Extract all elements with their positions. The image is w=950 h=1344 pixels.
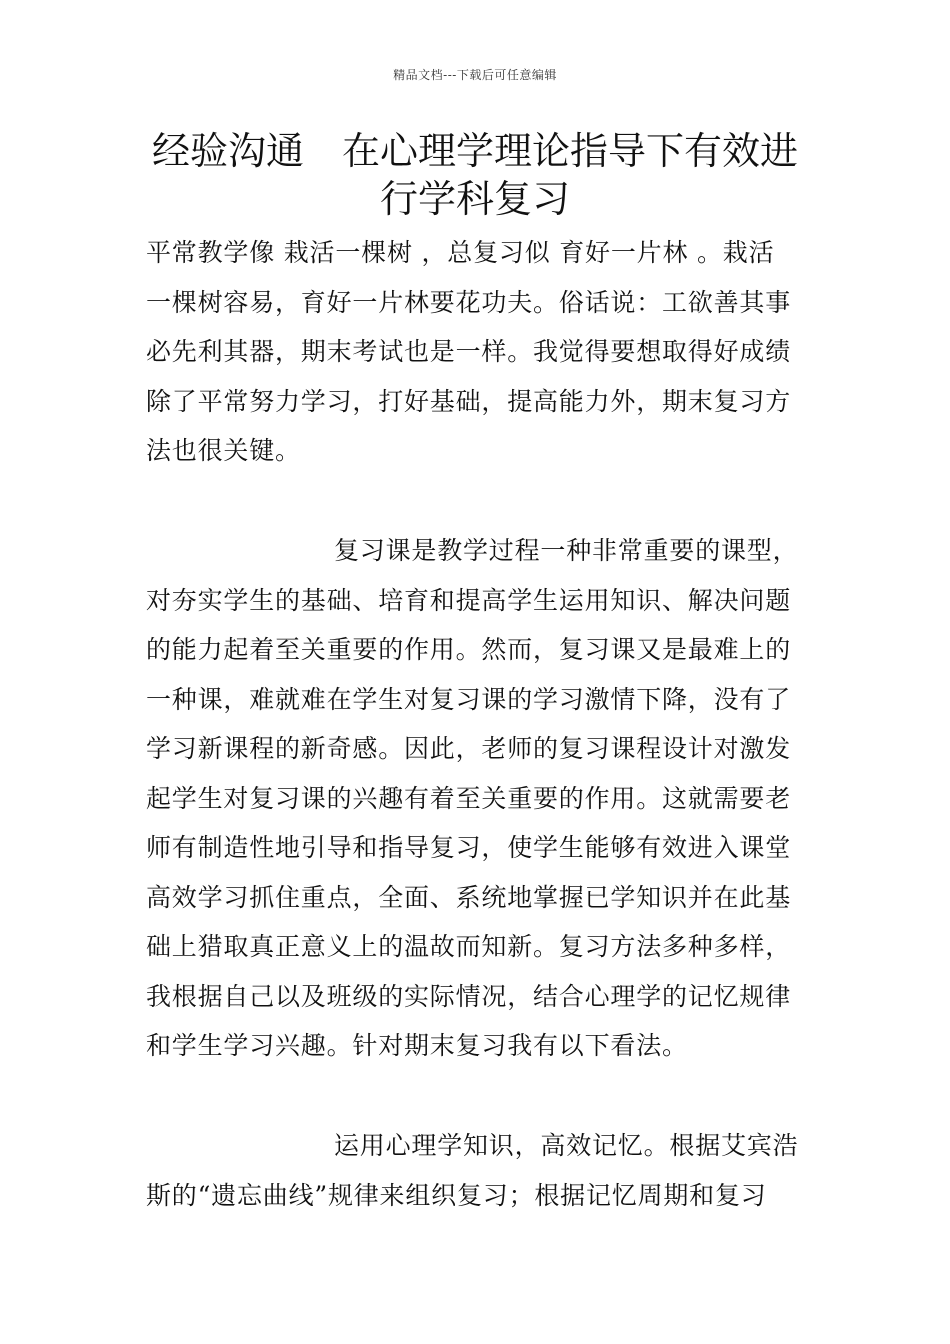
paragraph-line: 必先利其器，期末考试也是一样。我觉得要想取得好成绩	[146, 337, 792, 366]
paragraph-line: 一种课，难就难在学生对复习课的学习激情下降，没有了	[146, 684, 792, 714]
paragraph-line: 起学生对复习课的兴趣有着至关重要的作用。这就需要老	[146, 783, 792, 813]
paragraph-line: 斯的“遗忘曲线”规律来组织复习；根据记忆周期和复习	[146, 1180, 767, 1210]
paragraph-line: 学习新课程的新奇感。因此，老师的复习课程设计对激发	[146, 734, 792, 763]
paragraph-line: 我根据自己以及班级的实际情况，结合心理学的记忆规律	[146, 981, 792, 1011]
paragraph-line: 的能力起着至关重要的作用。然而，复习课又是最难上的	[146, 635, 792, 664]
paragraph-line: 础上猎取真正意义上的温故而知新。复习方法多种多样，	[146, 932, 792, 961]
paragraph-review-lessons	[146, 526, 806, 1071]
paragraph-memory	[146, 1121, 806, 1220]
paragraph-line: 平常教学像 栽活一棵树 ，总复习似 育好一片林 。栽活	[146, 238, 775, 267]
paragraph-line: 复习课是教学过程一种非常重要的课型，	[334, 536, 799, 565]
title-line-2: 行学科复习	[379, 177, 570, 221]
paragraph-line: 对夯实学生的基础、培育和提高学生运用知识、解决问题	[146, 585, 792, 615]
paragraph-line: 除了平常努力学习，打好基础，提高能力外，期末复习方	[146, 386, 792, 416]
paragraph-line: 一棵树容易，育好一片林要花功夫。俗话说：工欲善其事	[146, 287, 792, 317]
paragraph-line: 法也很关键。	[146, 436, 301, 465]
paragraph-line: 运用心理学知识，高效记忆。根据艾宾浩	[334, 1131, 799, 1160]
document-title	[140, 127, 810, 223]
paragraph-line: 高效学习抓住重点，全面、系统地掌握已学知识并在此基	[146, 882, 792, 912]
paragraph-intro	[146, 228, 806, 476]
header-note: 精品文档---下载后可任意编辑	[393, 68, 557, 82]
paragraph-line: 师有制造性地引导和指导复习，使学生能够有效进入课堂	[146, 833, 792, 862]
title-line-1: 经验沟通 在心理学理论指导下有效进	[151, 129, 798, 173]
paragraph-line: 和学生学习兴趣。针对期末复习我有以下看法。	[146, 1031, 688, 1060]
